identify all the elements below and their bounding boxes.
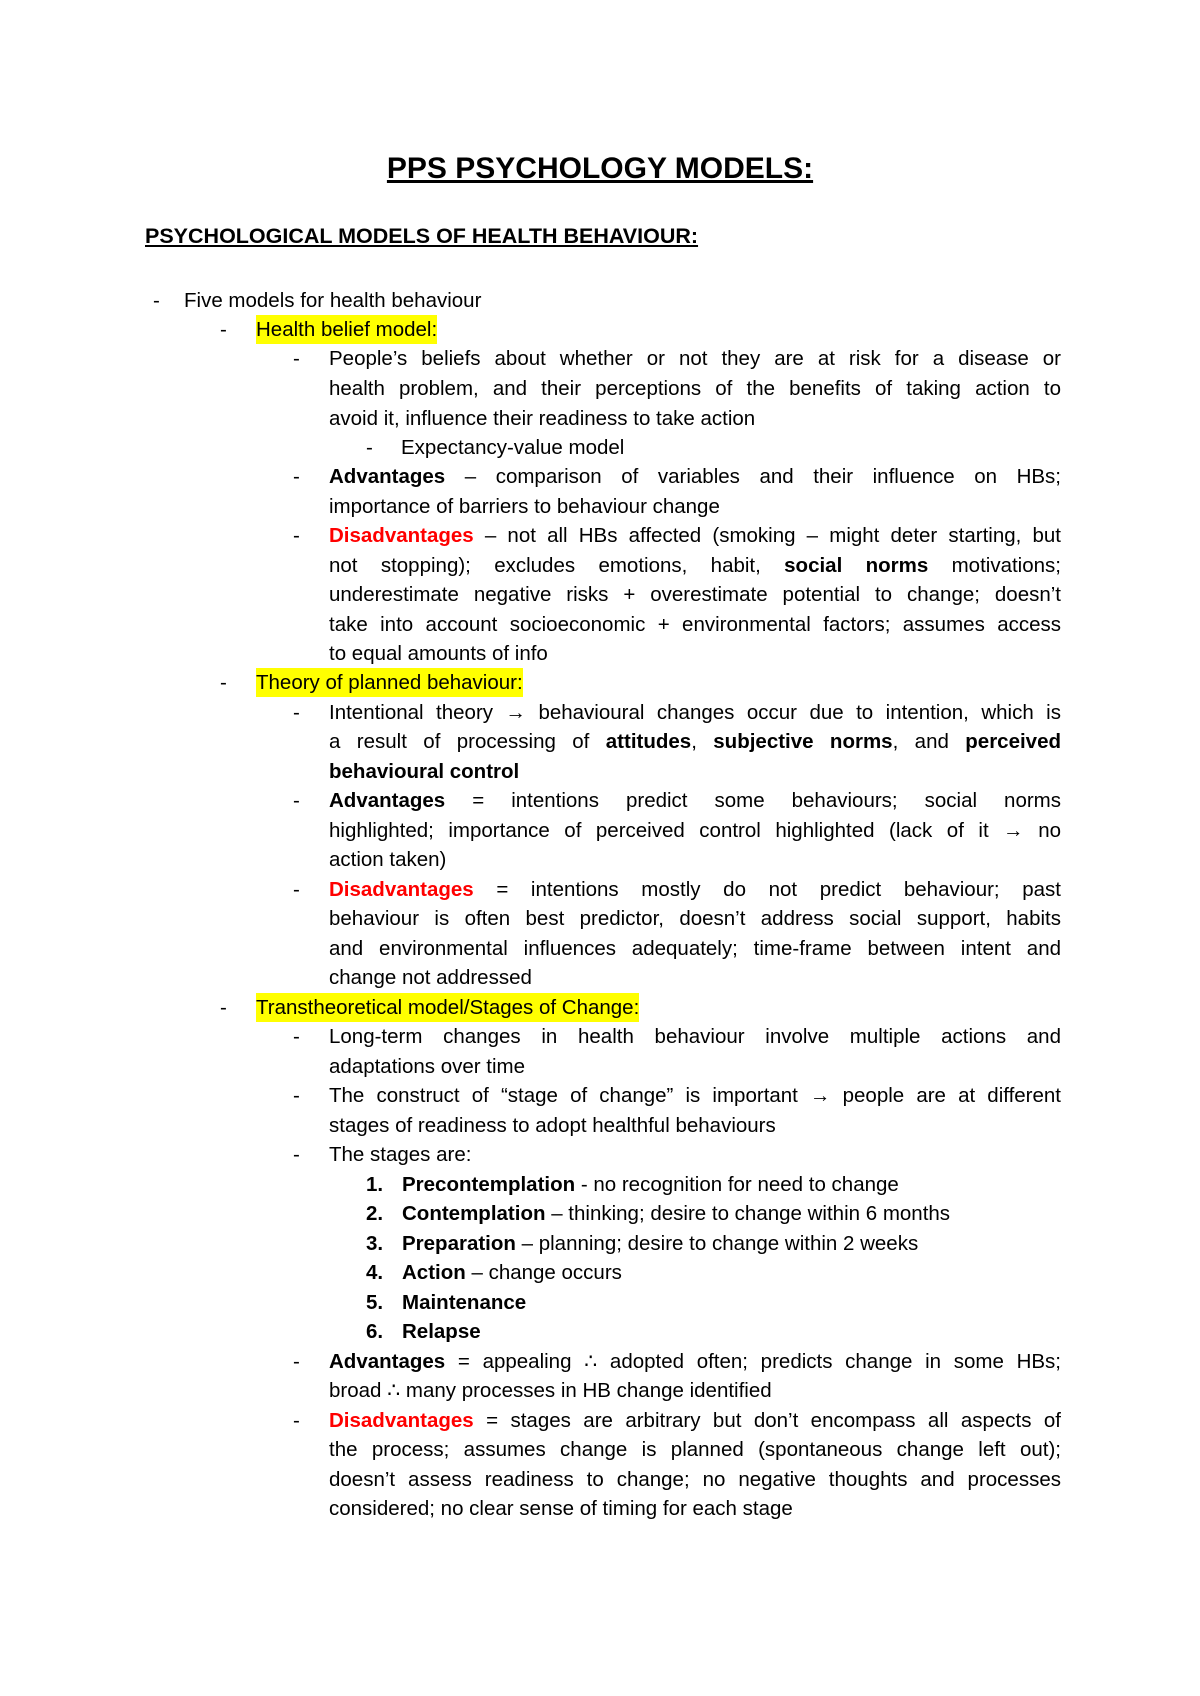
tpb-heading: Theory of planned behaviour: xyxy=(256,668,523,697)
ttm-desc-line: Long-term changes in health behaviour involve multiple actions and xyxy=(329,1025,1061,1048)
bullet-dash: - xyxy=(220,671,227,694)
hbm-disadvantages-line: to equal amounts of info xyxy=(329,642,548,665)
bullet-dash: - xyxy=(293,1409,300,1432)
tpb-advantages-line: highlighted; importance of perceived control highlighted (lack of it → no xyxy=(329,819,1061,842)
ttm-desc-line: The stages are: xyxy=(329,1143,472,1166)
bullet-dash: - xyxy=(220,318,227,341)
hbm-desc-line: People’s beliefs about whether or not they are at risk for a disease or xyxy=(329,347,1061,370)
bullet-dash: - xyxy=(293,347,300,370)
tpb-advantages-line: action taken) xyxy=(329,848,447,871)
ttm-heading: Transtheoretical model/Stages of Change: xyxy=(256,993,639,1022)
ttm-disadvantages-line: considered; no clear sense of timing for each stage xyxy=(329,1497,793,1520)
advantages-label: Advantages xyxy=(329,465,446,488)
ttm-desc-line: The construct of “stage of change” is important → people are at different xyxy=(329,1084,1061,1107)
bullet-dash: - xyxy=(293,1025,300,1048)
page-title: PPS PSYCHOLOGY MODELS: xyxy=(386,152,814,185)
ttm-advantages-line: Advantages = appealing ∴ adopted often; predicts change in some HBs; xyxy=(329,1350,1061,1373)
ttm-advantages-line: broad ∴ many processes in HB change identified xyxy=(329,1379,772,1402)
ttm-desc-line: stages of readiness to adopt healthful behaviours xyxy=(329,1114,776,1137)
hbm-heading: Health belief model: xyxy=(256,315,437,344)
tpb-disadvantages-line: and environmental influences adequately; time-frame between intent and xyxy=(329,937,1061,960)
bullet-dash: - xyxy=(293,1143,300,1166)
top-item-text: Five models for health behaviour xyxy=(184,289,482,312)
tpb-disadvantages-line: behaviour is often best predictor, doesn’t address social support, habits xyxy=(329,907,1061,930)
bullet-dash: - xyxy=(293,789,300,812)
section-heading: PSYCHOLOGICAL MODELS OF HEALTH BEHAVIOUR: xyxy=(145,224,699,248)
bullet-dash: - xyxy=(220,996,227,1019)
disadvantages-label: Disadvantages xyxy=(329,524,474,547)
tpb-desc-line: a result of processing of attitudes, subjective norms, and perceived xyxy=(329,730,1061,753)
hbm-disadvantages-line: not stopping); excludes emotions, habit, social norms motivations; xyxy=(329,554,1061,577)
tpb-desc-line: Intentional theory → behavioural changes occur due to intention, which is xyxy=(329,701,1061,724)
tpb-disadvantages-line: Disadvantages = intentions mostly do not predict behaviour; past xyxy=(329,878,1061,901)
bullet-dash: - xyxy=(293,1084,300,1107)
bullet-dash: - xyxy=(293,465,300,488)
document-page: PPS PSYCHOLOGY MODELS: PSYCHOLOGICAL MODELS OF HEALTH BEHAVIOUR: - Five models for health behaviour - Health belief model: - People’s beliefs about whether or not they are at risk for a disease or health problem, and their perceptions of the benefits of taking action to avoid it, influence their readiness to take action - Expectancy-value model - Advantages – comparison of variables and their influence on HBs; importance of barriers to behaviour change - Disadvantages – not all HBs affected (smoking – might deter starting, but not stopping); excludes emotions, habit, social norms motivations; underestimate negative risks + overestimate potential to change; doesn’t take into account socioeconomic + environmental factors; assumes access to equal amounts of info - Theory of planned behaviour: - Intentional theory → behavioural changes occur due to intention, which is a result of processing of attitudes, subjective norms, and perceived behavioural control - Advantages = intentions predict some behaviours; social norms highlighted; importance of perceived control highlighted (lack of it → no action taken) - Disadvantages = intentions mostly do not predict behaviour; past behaviour is often best predictor, doesn’t address social support, habits and environmental influences adequately; time-frame between intent and change not addressed - Transtheoretical model/Stages of Change: - Long-term changes in health behaviour involve multiple actions and adaptations over time - The construct of “stage of change” is important → people are at different stages of readiness to adopt healthful behaviours - The stages are: 1. Precontemplation - no recognition for need to change 2. Contemplation – thinking; desire to change within 6 months 3. Preparation – planning; desire to change within 2 weeks 4. Action – change occurs 5. Maintenance 6. Relapse - Advantages = appealing ∴ adopted often; predicts change in some HBs; broad ∴ many processes in HB change identified - Disadvantages = stages are arbitrary but don’t encompass all aspects of the process; assumes change is planned (spontaneous change left out); doesn’t assess readiness to change; no negative thoughts and processes considered; no clear sense of timing for each stage xyxy=(0,0,1200,1696)
ttm-disadvantages-line: the process; assumes change is planned (spontaneous change left out); xyxy=(329,1438,1061,1461)
advantages-label: Advantages xyxy=(329,1350,446,1373)
hbm-disadvantages-line: take into account socioeconomic + environmental factors; assumes access xyxy=(329,613,1061,636)
ttm-desc-line: adaptations over time xyxy=(329,1055,526,1078)
ttm-disadvantages-line: doesn’t assess readiness to change; no negative thoughts and processes xyxy=(329,1468,1061,1491)
bullet-dash: - xyxy=(293,878,300,901)
hbm-disadvantages-line: Disadvantages – not all HBs affected (smoking – might deter starting, but xyxy=(329,524,1061,547)
bullet-dash: - xyxy=(293,524,300,547)
bullet-dash: - xyxy=(366,436,373,459)
tpb-disadvantages-line: change not addressed xyxy=(329,966,532,989)
tpb-advantages-line: Advantages = intentions predict some behaviours; social norms xyxy=(329,789,1061,812)
hbm-advantages-line: Advantages – comparison of variables and their influence on HBs; xyxy=(329,465,1061,488)
bullet-dash: - xyxy=(293,701,300,724)
hbm-disadvantages-line: underestimate negative risks + overestimate potential to change; doesn’t xyxy=(329,583,1061,606)
hbm-advantages-line: importance of barriers to behaviour change xyxy=(329,495,720,518)
bullet-dash: - xyxy=(153,289,160,312)
ttm-disadvantages-line: Disadvantages = stages are arbitrary but don’t encompass all aspects of xyxy=(329,1409,1061,1432)
hbm-sub-item: Expectancy-value model xyxy=(401,436,625,459)
tpb-desc-line: behavioural control xyxy=(329,760,520,783)
bullet-dash: - xyxy=(293,1350,300,1373)
disadvantages-label: Disadvantages xyxy=(329,878,474,901)
hbm-desc-line: avoid it, influence their readiness to take action xyxy=(329,407,756,430)
hbm-desc-line: health problem, and their perceptions of the benefits of taking action to xyxy=(329,377,1061,400)
disadvantages-label: Disadvantages xyxy=(329,1409,474,1432)
advantages-label: Advantages xyxy=(329,789,446,812)
